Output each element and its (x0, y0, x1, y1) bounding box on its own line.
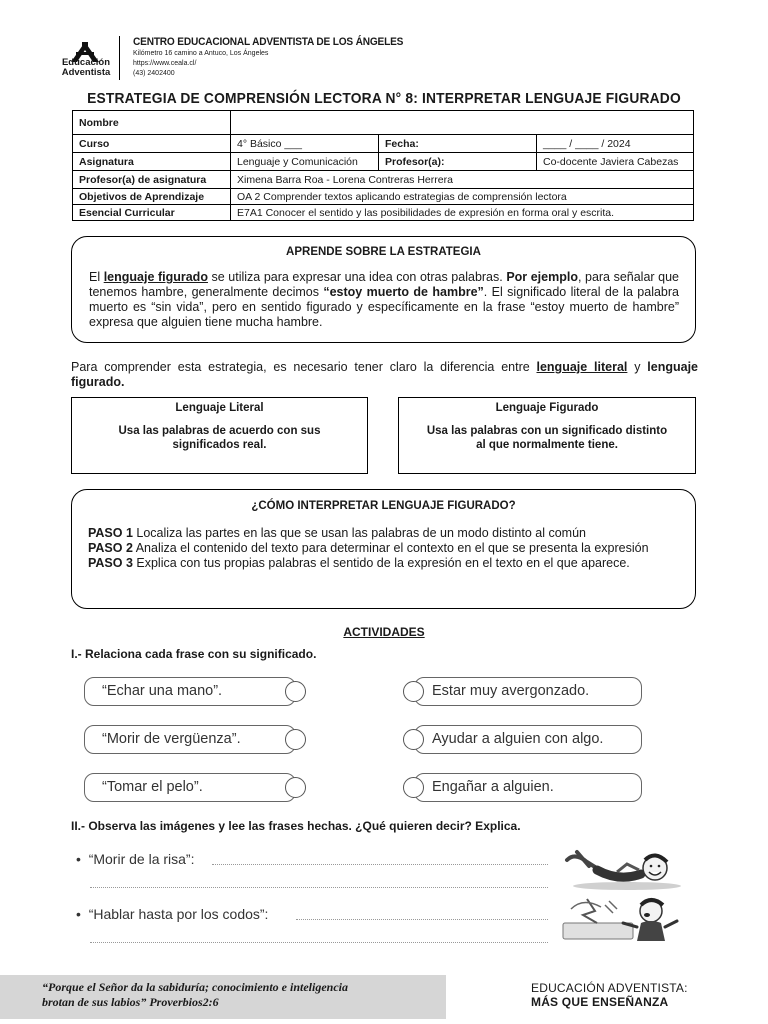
literal-title: Lenguaje Literal (175, 402, 264, 414)
paso-3: PASO 3 Explica con tus propias palabras el sentido de la expresión en el texto en el que aparece. (88, 556, 630, 570)
paso-1: PASO 1 Localiza las partes en las que se usan las palabras de un modo distinto al común (88, 526, 586, 540)
item-1: • “Morir de la risa”: (76, 851, 195, 867)
answer-line-1a[interactable] (212, 864, 548, 865)
objetivos-value: OA 2 Comprender textos aplicando estrategias de comprensión lectora (231, 189, 694, 205)
esencial-label: Esencial Curricular (73, 205, 231, 221)
meaning-2[interactable]: Ayudar a alguien con algo. (414, 725, 642, 754)
fecha-value[interactable]: ____ / ____ / 2024 (537, 135, 694, 153)
asignatura-label: Asignatura (73, 153, 231, 171)
section-1-question: I.- Relaciona cada frase con su significado. (71, 647, 317, 661)
aprende-box (71, 236, 696, 343)
header-divider (119, 36, 120, 80)
como-box (71, 489, 696, 609)
school-address: Kilómetro 16 camino a Antuco, Los Ángeles (133, 50, 269, 57)
curso-label: Curso (73, 135, 231, 153)
phrase-3[interactable]: “Tomar el pelo”. (84, 773, 296, 802)
meaning-1[interactable]: Estar muy avergonzado. (414, 677, 642, 706)
figurado-body: Usa las palabras con un significado distinto al que normalmente tiene. (426, 425, 668, 451)
info-table (72, 110, 694, 221)
profesor-label: Profesor(a): (379, 153, 537, 171)
aprende-paragraph: El lenguaje figurado se utiliza para expresar una idea con otras palabras. Por ejemplo, para señalar que tenemos hambre, generalmente decimos “estoy muerto de hambre”. El significado literal de la palabra muerto es “sin vida”, pero en sentido figurado y específicamente en la frase “estoy muerto de hambre” expresa que alguien tiene mucha hambre. (89, 270, 679, 329)
footer-brand-line1: EDUCACIÓN ADVENTISTA: (531, 981, 688, 995)
logo-text: Educación Adventista (61, 57, 111, 78)
meaning-3[interactable]: Engañar a alguien. (414, 773, 642, 802)
como-title: ¿CÓMO INTERPRETAR LENGUAJE FIGURADO? (251, 500, 516, 512)
asignatura-value: Lenguaje y Comunicación (231, 153, 379, 171)
phrase-1-connector[interactable] (285, 681, 306, 702)
page-title: ESTRATEGIA DE COMPRENSIÓN LECTORA N° 8: INTERPRETAR LENGUAJE FIGURADO (87, 90, 681, 107)
objetivos-label: Objetivos de Aprendizaje (73, 189, 231, 205)
fecha-label: Fecha: (379, 135, 537, 153)
answer-line-2a[interactable] (296, 919, 548, 920)
figurado-box (398, 397, 696, 474)
aprende-title: APRENDE SOBRE LA ESTRATEGIA (286, 246, 481, 258)
actividades-title: ACTIVIDADES (343, 625, 425, 639)
literal-box (71, 397, 368, 474)
school-website[interactable]: https://www.ceala.cl/ (133, 60, 197, 67)
laughing-child-illustration-icon (557, 842, 685, 892)
meaning-3-connector[interactable] (403, 777, 424, 798)
figurado-title: Lenguaje Figurado (495, 402, 599, 414)
school-phone: (43) 2402400 (133, 70, 175, 77)
footer-brand-line2: MÁS QUE ENSEÑANZA (531, 995, 669, 1009)
phrase-1[interactable]: “Echar una mano”. (84, 677, 296, 706)
profesor-value: Co-docente Javiera Cabezas (537, 153, 694, 171)
section-2-question: II.- Observa las imágenes y lee las frases hechas. ¿Qué quieren decir? Explica. (71, 819, 521, 833)
curso-value[interactable]: 4° Básico ___ (231, 135, 379, 153)
footer-quote: “Porque el Señor da la sabiduría; conocimiento e inteligencia brotan de sus labios” Proverbios2:6 (42, 980, 348, 1009)
item-2: • “Hablar hasta por los codos”: (76, 906, 269, 922)
literal-body: Usa las palabras de acuerdo con sus significados real. (118, 425, 321, 451)
phrase-3-connector[interactable] (285, 777, 306, 798)
paso-2: PASO 2 Analiza el contenido del texto para determinar el contexto en el que se presenta la expresión (88, 541, 649, 555)
nombre-label: Nombre (73, 111, 231, 135)
prof-asignatura-label: Profesor(a) de asignatura (73, 171, 231, 189)
esencial-value: E7A1 Conocer el sentido y las posibilidades de expresión en forma oral y escrita. (231, 205, 694, 221)
meaning-1-connector[interactable] (403, 681, 424, 702)
prof-asignatura-value: Ximena Barra Roa - Lorena Contreras Herrera (231, 171, 694, 189)
phrase-2[interactable]: “Morir de vergüenza”. (84, 725, 296, 754)
talking-child-illustration-icon (557, 893, 685, 945)
answer-line-1b[interactable] (90, 887, 548, 888)
nombre-field[interactable] (231, 111, 694, 135)
meaning-2-connector[interactable] (403, 729, 424, 750)
intro-paragraph: Para comprender esta estrategia, es necesario tener claro la diferencia entre lenguaje literal y lenguaje figurado. (71, 360, 698, 389)
answer-line-2b[interactable] (90, 942, 548, 943)
phrase-2-connector[interactable] (285, 729, 306, 750)
school-name: CENTRO EDUCACIONAL ADVENTISTA DE LOS ÁNGELES (133, 36, 404, 48)
